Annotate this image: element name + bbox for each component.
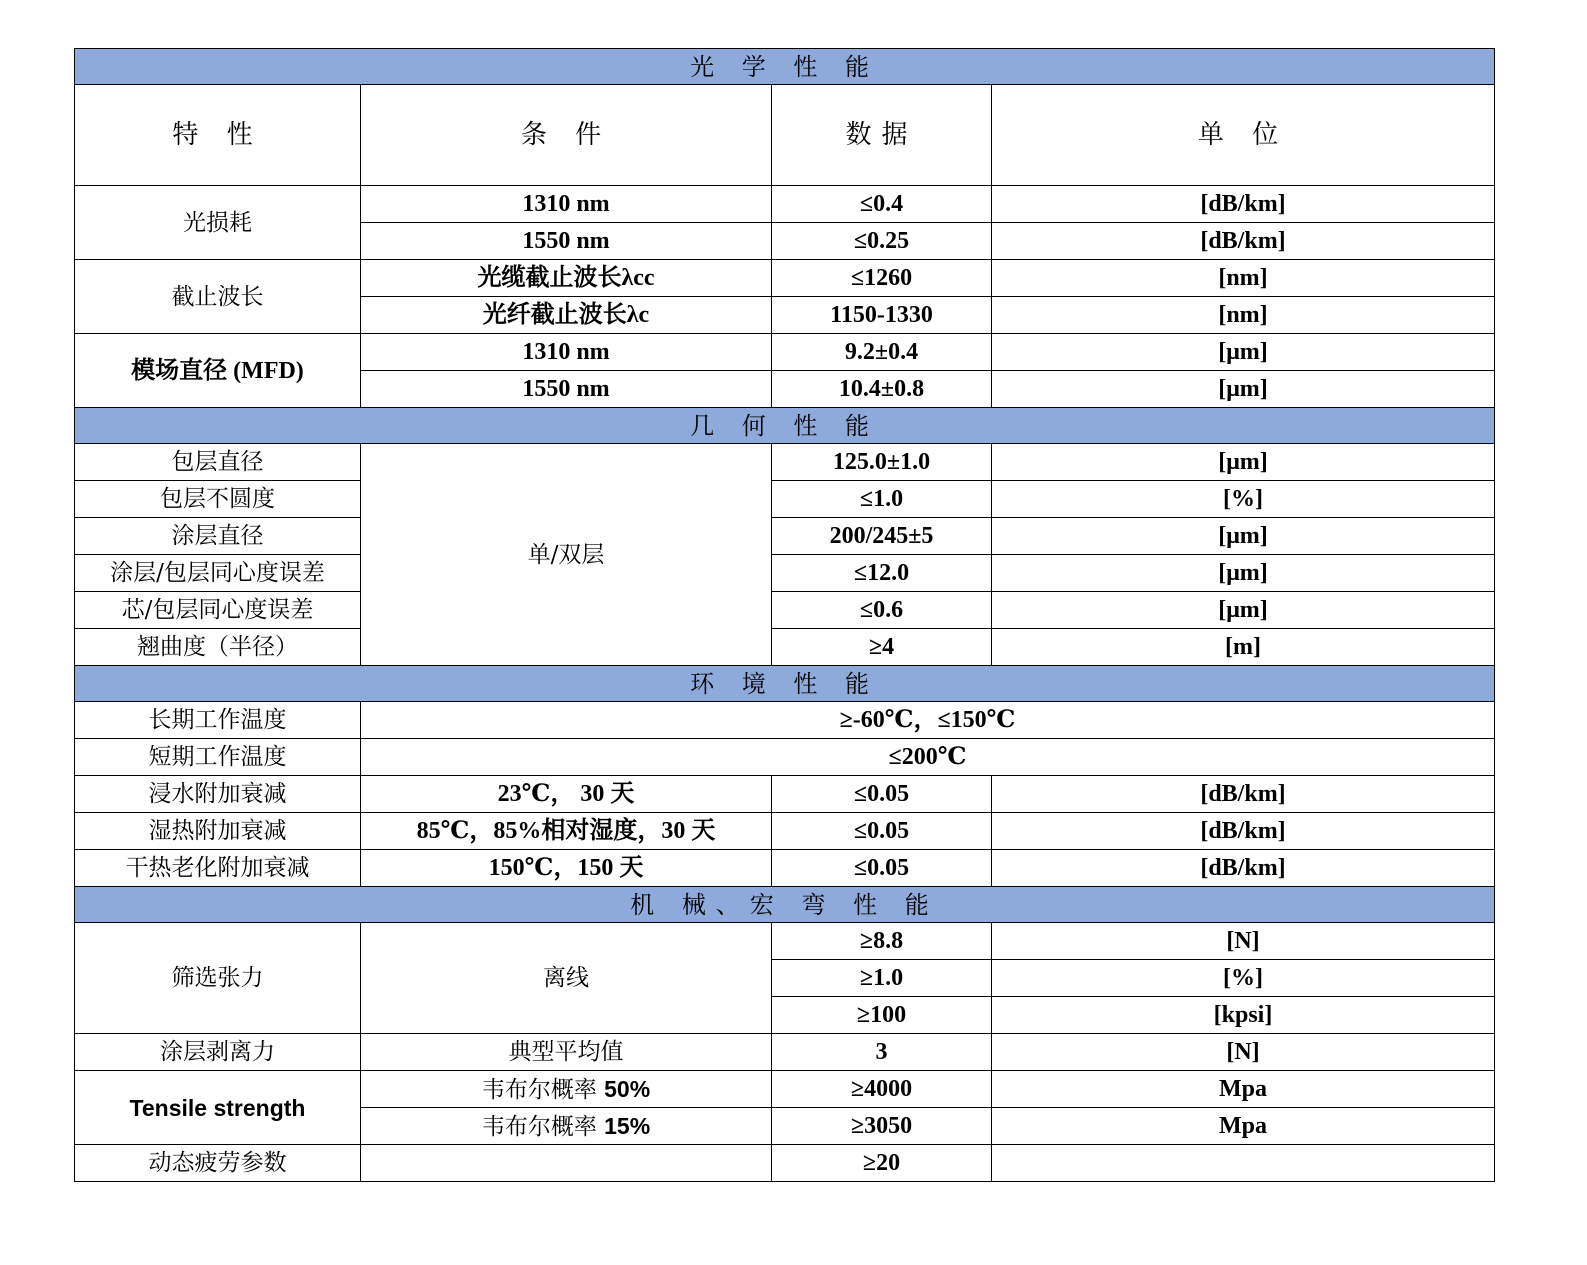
condition-percent: 15% [604, 1112, 651, 1139]
row-label: 包层直径 [75, 444, 361, 481]
cell-value: 1150-1330 [772, 297, 992, 334]
cell-unit: [nm] [992, 297, 1495, 334]
cell-condition: 85℃，85%相对湿度，30 天 [361, 813, 772, 850]
condition-text: 韦布尔概率 [481, 1076, 605, 1103]
cell-value: ≤1260 [772, 260, 992, 297]
cell-unit: Mpa [992, 1108, 1495, 1145]
cell-unit: [dB/km] [992, 776, 1495, 813]
cell-value: ≤0.05 [772, 776, 992, 813]
row-label: 干热老化附加衰减 [75, 850, 361, 887]
cell-value: ≤0.05 [772, 813, 992, 850]
cell-unit: [nm] [992, 260, 1495, 297]
cell-unit: [μm] [992, 444, 1495, 481]
cell-condition: 150℃，150 天 [361, 850, 772, 887]
cell-condition [361, 1071, 772, 1108]
cell-condition: 1550 nm [361, 371, 772, 408]
cell-value: ≤1.0 [772, 481, 992, 518]
section-optical-header: 光 学 性 能 [75, 49, 1495, 85]
cell-condition: 光缆截止波长λcc [361, 260, 772, 297]
table-row [75, 260, 1495, 297]
cell-unit: [m] [992, 629, 1495, 666]
cell-condition-geometric: 单/双层 [361, 444, 772, 666]
table-row [75, 1034, 1495, 1071]
section-geometric-header: 几 何 性 能 [75, 408, 1495, 444]
cell-value: ≥4 [772, 629, 992, 666]
cell-value: ≥-60℃，≤150℃ [361, 702, 1495, 739]
row-label: 长期工作温度 [75, 702, 361, 739]
table-row [75, 739, 1495, 776]
spec-table [74, 48, 1495, 1182]
cell-unit-empty [992, 1145, 1495, 1182]
cell-unit: [N] [992, 923, 1495, 960]
cell-value: ≤12.0 [772, 555, 992, 592]
section-environmental-header: 环 境 性 能 [75, 666, 1495, 702]
cell-condition-empty [361, 1145, 772, 1182]
cell-condition: 1550 nm [361, 223, 772, 260]
cell-value: ≥3050 [772, 1108, 992, 1145]
cell-unit: [dB/km] [992, 813, 1495, 850]
cell-value: ≤0.25 [772, 223, 992, 260]
table-row [75, 592, 1495, 629]
cell-value: 125.0±1.0 [772, 444, 992, 481]
table-row [75, 334, 1495, 371]
cell-unit: [kpsi] [992, 997, 1495, 1034]
table-row [75, 444, 1495, 481]
cell-value: ≤0.4 [772, 186, 992, 223]
cell-value: ≥4000 [772, 1071, 992, 1108]
row-label: 湿热附加衰减 [75, 813, 361, 850]
table-row [75, 629, 1495, 666]
row-label: 包层不圆度 [75, 481, 361, 518]
cell-condition: 1310 nm [361, 186, 772, 223]
cell-condition [361, 1108, 772, 1145]
cell-condition: 典型平均值 [361, 1034, 772, 1071]
cell-value: ≤0.05 [772, 850, 992, 887]
row-label-mfd: 模场直径 (MFD) [75, 334, 361, 408]
cell-condition: 1310 nm [361, 334, 772, 371]
cell-condition: 23℃， 30 天 [361, 776, 772, 813]
table-row [75, 481, 1495, 518]
row-label-proof: 筛选张力 [75, 923, 361, 1034]
cell-unit: Mpa [992, 1071, 1495, 1108]
row-label: 涂层剥离力 [75, 1034, 361, 1071]
row-label: 涂层直径 [75, 518, 361, 555]
table-row [75, 813, 1495, 850]
cell-value: 9.2±0.4 [772, 334, 992, 371]
cell-unit: [%] [992, 960, 1495, 997]
cell-value: 10.4±0.8 [772, 371, 992, 408]
table-row [75, 702, 1495, 739]
cell-value: ≤0.6 [772, 592, 992, 629]
cell-condition: 光纤截止波长λc [361, 297, 772, 334]
table-row [75, 1071, 1495, 1108]
cell-value: ≥20 [772, 1145, 992, 1182]
cell-unit: [μm] [992, 518, 1495, 555]
row-label-cutoff: 截止波长 [75, 260, 361, 334]
header-data: 数据 [772, 85, 992, 186]
row-label-tensile: Tensile strength [75, 1071, 361, 1145]
header-unit: 单 位 [992, 85, 1495, 186]
cell-unit: [μm] [992, 555, 1495, 592]
row-label: 芯/包层同心度误差 [75, 592, 361, 629]
cell-unit: [μm] [992, 371, 1495, 408]
section-mechanical-header: 机 械、宏 弯 性 能 [75, 887, 1495, 923]
table-row [75, 776, 1495, 813]
cell-unit: [μm] [992, 592, 1495, 629]
cell-value: ≥1.0 [772, 960, 992, 997]
table-row [75, 923, 1495, 960]
cell-unit: [dB/km] [992, 223, 1495, 260]
table-row [75, 555, 1495, 592]
condition-text: 韦布尔概率 [481, 1113, 605, 1140]
header-property: 特 性 [75, 85, 361, 186]
cell-unit: [%] [992, 481, 1495, 518]
cell-unit: [dB/km] [992, 186, 1495, 223]
cell-unit: [dB/km] [992, 850, 1495, 887]
condition-percent: 50% [604, 1075, 651, 1102]
cell-value: ≤200℃ [361, 739, 1495, 776]
cell-value: 3 [772, 1034, 992, 1071]
cell-value: ≥8.8 [772, 923, 992, 960]
cell-condition-proof: 离线 [361, 923, 772, 1034]
table-row [75, 1145, 1495, 1182]
cell-value: ≥100 [772, 997, 992, 1034]
cell-value: 200/245±5 [772, 518, 992, 555]
header-condition: 条 件 [361, 85, 772, 186]
row-label: 动态疲劳参数 [75, 1145, 361, 1182]
table-row [75, 518, 1495, 555]
table-row [75, 186, 1495, 223]
row-label: 涂层/包层同心度误差 [75, 555, 361, 592]
table-row [75, 850, 1495, 887]
row-label: 翘曲度（半径） [75, 629, 361, 666]
row-label: 浸水附加衰减 [75, 776, 361, 813]
row-label-loss: 光损耗 [75, 186, 361, 260]
cell-unit: [μm] [992, 334, 1495, 371]
cell-unit: [N] [992, 1034, 1495, 1071]
row-label: 短期工作温度 [75, 739, 361, 776]
